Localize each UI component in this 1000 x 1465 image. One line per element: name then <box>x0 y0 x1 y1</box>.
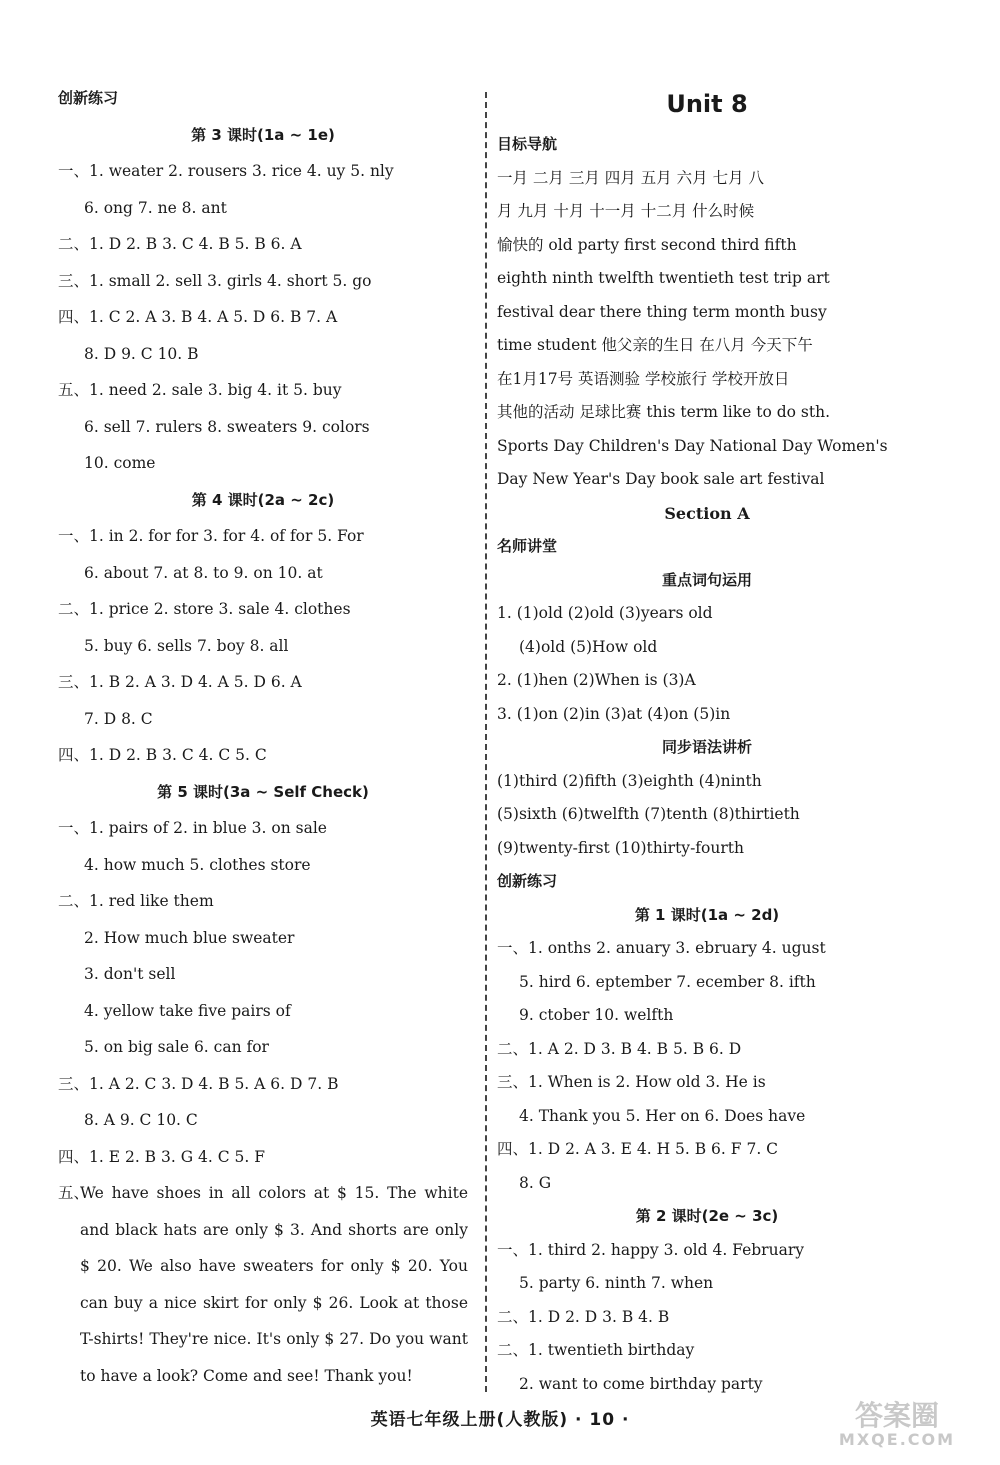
answer-line: 4. Thank you 5. Her on 6. Does have <box>519 1106 806 1125</box>
answer-line: 一、1. pairs of 2. in blue 3. on sale <box>58 819 327 837</box>
passage-text: We have shoes in all colors at $ 15. The white and black hats are only $ 3. And shorts are only $ 20. We also have sweaters for only $ 20. You can buy a nice skirt for only $ 26. Look at those T-shirts! They're nice. It's only $ 27. Do you want to have a look? Come and see! Thank you! <box>80 1184 468 1385</box>
answer-line: 二、1. D 2. D 3. B 4. B <box>497 1307 670 1326</box>
answer-line: 二、1. red like them <box>58 892 214 910</box>
answer-line: 8. D 9. C 10. B <box>84 344 199 363</box>
lesson-title: 第 5 课时(3a ~ Self Check) <box>157 782 369 801</box>
answer-line: 2. (1)hen (2)When is (3)A <box>497 671 696 689</box>
answer-line: 三、1. A 2. C 3. D 4. B 5. A 6. D 7. B <box>58 1074 339 1093</box>
answer-line: 2. want to come birthday party <box>519 1374 763 1393</box>
answer-line: 5. on big sale 6. can for <box>84 1038 269 1056</box>
answer-line: 6. about 7. at 8. to 9. on 10. at <box>84 563 323 582</box>
left-column <box>58 80 468 1394</box>
column-divider <box>485 92 487 1392</box>
subsection-title: 重点词句运用 <box>661 570 752 589</box>
answer-line: 4. how much 5. clothes store <box>84 855 311 874</box>
answer-line: 一、1. in 2. for for 3. for 4. of for 5. For <box>58 527 364 545</box>
answer-line: 1. (1)old (2)old (3)years old <box>497 604 713 622</box>
section-header: 创新练习 <box>497 872 558 890</box>
lesson-title: 第 4 课时(2a ~ 2c) <box>191 490 335 509</box>
answer-line: 6. ong 7. ne 8. ant <box>84 198 227 217</box>
watermark-url: MXQE.COM <box>838 1430 956 1449</box>
unit-title: Unit 8 <box>666 90 748 118</box>
watermark-logo <box>812 1401 982 1451</box>
section-header: 名师讲堂 <box>497 537 558 555</box>
vocab-line: 其他的活动 足球比赛 this term like to do sth. <box>497 403 831 421</box>
answer-line: 三、1. When is 2. How old 3. He is <box>497 1073 766 1091</box>
answer-line: 一、1. third 2. happy 3. old 4. February <box>497 1240 804 1259</box>
section-header: 创新练习 <box>58 89 119 107</box>
subsection-title: 同步语法讲析 <box>661 738 752 756</box>
lesson-title: 第 2 课时(2e ~ 3c) <box>635 1207 779 1225</box>
answer-line: 四、1. C 2. A 3. B 4. A 5. D 6. B 7. A <box>58 308 338 326</box>
answer-line: 四、1. D 2. B 3. C 4. C 5. C <box>58 746 267 764</box>
vocab-line: Day New Year's Day book sale art festival <box>497 470 825 488</box>
answer-line: 7. D 8. C <box>84 709 153 728</box>
passage-label: 五、 <box>58 1184 90 1202</box>
vocab-line: eighth ninth twelfth twentieth test trip art <box>497 269 830 287</box>
page-footer: 英语七年级上册(人教版) · 10 · <box>370 1410 630 1430</box>
answer-line: 二、1. D 2. B 3. C 4. B 5. B 6. A <box>58 235 302 253</box>
vocab-line: Sports Day Children's Day National Day Women's <box>497 436 888 455</box>
answer-line: (4)old (5)How old <box>519 637 658 656</box>
lesson-title: 第 1 课时(1a ~ 2d) <box>634 905 780 924</box>
answer-line: 一、1. weater 2. rousers 3. rice 4. uy 5. nly <box>58 162 394 180</box>
section-title: Section A <box>664 503 750 523</box>
answer-line: 3. (1)on (2)in (3)at (4)on (5)in <box>497 704 731 723</box>
answer-line: (9)twenty-first (10)thirty-fourth <box>497 838 744 857</box>
vocab-line: 愉快的 old party first second third fifth <box>497 235 797 254</box>
answer-line: 二、1. price 2. store 3. sale 4. clothes <box>58 600 351 618</box>
answer-line: 五、1. need 2. sale 3. big 4. it 5. buy <box>58 381 342 399</box>
vocab-line: festival dear there thing term month busy <box>497 302 827 321</box>
lesson-title: 第 3 课时(1a ~ 1e) <box>191 125 335 144</box>
answer-line: 一、1. onths 2. anuary 3. ebruary 4. ugust <box>497 939 826 957</box>
vocab-line: 一月 二月 三月 四月 五月 六月 七月 八 <box>497 168 764 187</box>
answer-line: 5. hird 6. eptember 7. ecember 8. ifth <box>519 972 816 991</box>
watermark-text: 答案圈 <box>854 1399 939 1432</box>
answer-line: 2. How much blue sweater <box>84 928 295 947</box>
answer-line: 6. sell 7. rulers 8. sweaters 9. colors <box>84 417 370 436</box>
vocab-line: 在1月17号 英语测验 学校旅行 学校开放日 <box>497 369 790 388</box>
answer-line: 8. A 9. C 10. C <box>84 1111 198 1129</box>
answer-line: 3. don't sell <box>84 965 176 983</box>
answer-line: 四、1. E 2. B 3. G 4. C 5. F <box>58 1147 265 1166</box>
section-header: 目标导航 <box>497 135 558 153</box>
vocab-line: 月 九月 十月 十一月 十二月 什么时候 <box>497 202 755 220</box>
answer-line: 4. yellow take five pairs of <box>84 1001 291 1020</box>
passage-answer <box>58 1175 468 1394</box>
answer-line: 三、1. small 2. sell 3. girls 4. short 5. go <box>58 271 372 290</box>
answer-line: 5. buy 6. sells 7. boy 8. all <box>84 636 289 655</box>
answer-line: 9. ctober 10. welfth <box>519 1006 674 1024</box>
answer-line: 10. come <box>84 454 156 472</box>
vocab-line: time student 他父亲的生日 在八月 今天下午 <box>497 336 813 354</box>
answer-line: 三、1. B 2. A 3. D 4. A 5. D 6. A <box>58 673 302 691</box>
answer-line: (1)third (2)fifth (3)eighth (4)ninth <box>497 771 762 790</box>
answer-line: 四、1. D 2. A 3. E 4. H 5. B 6. F 7. C <box>497 1140 779 1158</box>
answer-line: 8. G <box>519 1173 552 1192</box>
answer-line: (5)sixth (6)twelfth (7)tenth (8)thirtieth <box>497 805 800 823</box>
answer-line: 二、1. twentieth birthday <box>497 1341 695 1359</box>
answer-line: 二、1. A 2. D 3. B 4. B 5. B 6. D <box>497 1039 742 1058</box>
right-column <box>497 80 917 1401</box>
answer-line: 5. party 6. ninth 7. when <box>519 1274 714 1292</box>
